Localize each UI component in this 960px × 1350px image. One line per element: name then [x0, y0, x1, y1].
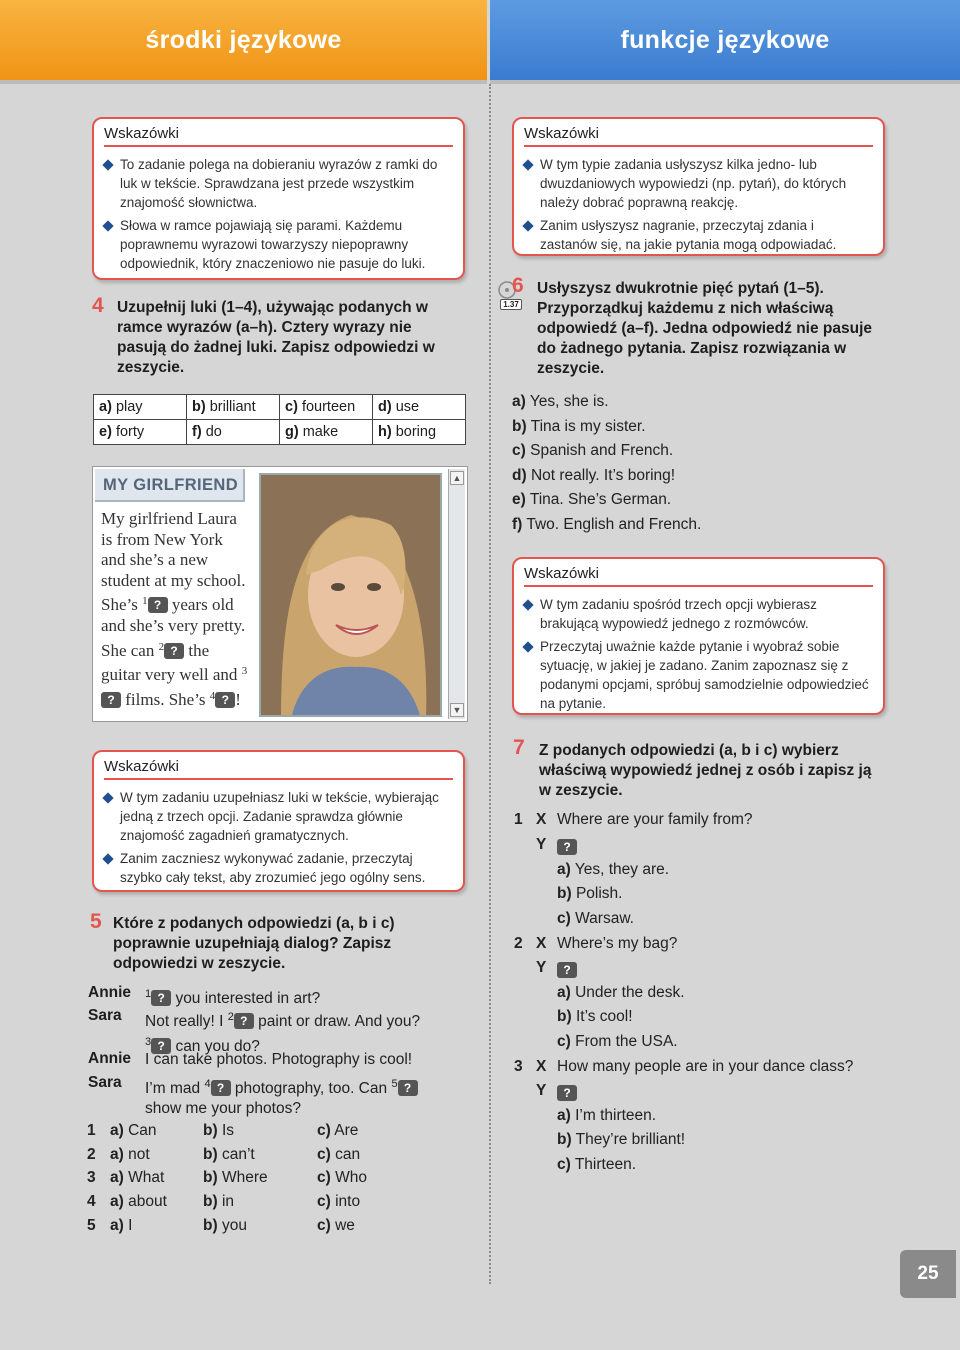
option-item: a) Yes, they are. — [557, 861, 670, 878]
diamond-bullet-icon — [522, 599, 533, 610]
scrollbar[interactable] — [448, 469, 465, 719]
scroll-down-arrow-icon[interactable]: ▼ — [450, 703, 464, 717]
word-option: h) boring — [373, 420, 466, 445]
gap-marker: ? — [148, 597, 168, 613]
gap-text: My girlfriend Laura is from New York and she’s a new student at my school. She’s $^1$ ? years old and she’s very pretty. She can $^2$ ? the guitar very well and $^3$? films. She’s $^4$ ? ! — [101, 509, 248, 709]
gap-marker: ? — [398, 1080, 418, 1096]
dialogue-line: I’m mad $^4$ ? photography, too. Can $^5$ ? show me your photos? — [145, 1074, 465, 1119]
list-item: a) Yes, she is. — [512, 393, 609, 410]
gap-marker: ? — [101, 692, 121, 708]
gap-marker: ? — [557, 839, 577, 855]
word-option: b) brilliant — [187, 395, 280, 420]
tip-title: Wskazówki — [524, 565, 873, 587]
gap-marker: ? — [164, 643, 184, 659]
tip-box — [92, 750, 465, 892]
list-item: f) Two. English and French. — [512, 515, 702, 533]
tip-item: Słowa w ramce pojawiają się parami. Każdemu poprawnemu wyrazowi towarzyszy niepoprawny odpowiednik, który znaczeniowo nie pasuje do luki. — [104, 216, 453, 273]
question-text: Where’s my bag? — [557, 935, 678, 952]
option-item: c) From the USA. — [557, 1033, 678, 1050]
dialogue-line: I can take photos. Photography is cool! — [145, 1051, 413, 1068]
section-tab-label: środki językowe — [145, 25, 342, 54]
tip-box — [512, 117, 885, 256]
speaker-name: Annie — [88, 1050, 132, 1067]
exercise-number: 6 — [512, 274, 524, 297]
option-item: b) Polish. — [557, 885, 623, 902]
diamond-bullet-icon — [522, 220, 533, 231]
tip-item: Zanim zaczniesz wykonywać zadanie, przeczytaj szybko cały tekst, aby zrozumieć jego ogólny sens. — [104, 849, 453, 887]
word-option: e) forty — [94, 420, 187, 445]
tab-shadow — [0, 80, 487, 84]
word-box — [93, 394, 466, 445]
option-item: b) It’s cool! — [557, 1008, 633, 1025]
section-tab-language-functions[interactable] — [490, 0, 960, 80]
word-option: a) play — [94, 395, 187, 420]
tip-item: W tym zadaniu spośród trzech opcji wybierasz brakującą wypowiedź jednego z rozmówców. — [524, 595, 873, 633]
tip-box — [512, 557, 885, 715]
word-option: g) make — [280, 420, 373, 445]
exercise-7-items: 1 X Where are your family from? Y ? a) Yes, they are. b) Polish. c) Warsaw. 2 X Where’s my bag? Y ? a) Under the desk. b) It’s cool! c) From the USA. 3 X How many people are in your dance class? Y ? a) I’m thirteen. b) They’re brilliant! c) Thirteen. — [514, 811, 854, 1173]
diamond-bullet-icon — [522, 641, 533, 652]
column-divider — [489, 84, 491, 1284]
girl-photo — [259, 473, 442, 717]
gap-marker: ? — [151, 990, 171, 1006]
gap-marker: ? — [215, 692, 235, 708]
exercise-number: 5 — [90, 910, 102, 933]
word-option: f) do — [187, 420, 280, 445]
section-tab-language-means[interactable] — [0, 0, 487, 80]
speaker-name: Sara — [88, 1074, 122, 1091]
tip-title: Wskazówki — [524, 125, 873, 147]
exercise-number: 7 — [513, 736, 525, 759]
girlfriend-text-window — [92, 466, 468, 722]
dialogue-line: $^1$ ? you interested in art? — [145, 988, 321, 1007]
option-item: b) They’re brilliant! — [557, 1131, 686, 1148]
gap-marker: ? — [211, 1080, 231, 1096]
tip-box — [92, 117, 465, 280]
exercise-instruction: Uzupełnij luki (1–4), używając podanych w ramce wyrazów (a–h). Cztery wyrazy nie pasują do żadnej luki. Zapisz odpowiedzi w zeszycie. — [117, 299, 435, 376]
diamond-bullet-icon — [522, 159, 533, 170]
exercise-instruction: Z podanych odpowiedzi (a, b i c) wybierz właściwą wypowiedź jednej z osób i zapisz ją w zeszycie. — [539, 742, 872, 799]
diamond-bullet-icon — [102, 159, 113, 170]
exercise-instruction: Usłyszysz dwukrotnie pięć pytań (1–5). Przyporządkuj każdemu z nich właściwą odpowiedź (a–f). Jedna odpowiedź nie pasuje do żadnego pytania. Zapisz rozwiązania w zeszycie. — [537, 280, 873, 377]
tip-title: Wskazówki — [104, 758, 453, 780]
list-item: d) Not really. It’s boring! — [512, 466, 676, 484]
option-item: a) Under the desk. — [557, 984, 685, 1001]
list-item: b) Tina is my sister. — [512, 417, 646, 435]
exercise-number: 4 — [92, 294, 104, 317]
section-tab-label: funkcje językowe — [620, 25, 830, 54]
scroll-up-arrow-icon[interactable]: ▲ — [450, 471, 464, 485]
tip-item: W tym typie zadania usłyszysz kilka jedno- lub dwuzdaniowych wypowiedzi (np. pytań), do których należy dobrać poprawną reakcję. — [524, 155, 873, 212]
tip-title: Wskazówki — [104, 125, 453, 147]
gap-marker: ? — [234, 1013, 254, 1029]
tab-shadow — [490, 80, 960, 84]
option-item: c) Thirteen. — [557, 1156, 636, 1173]
speaker-name: Annie — [88, 984, 132, 1001]
gap-marker: ? — [557, 962, 577, 978]
tip-item: Przeczytaj uważnie każde pytanie i wyobraź sobie sytuację, w jakiej je zadano. Zanim zapoznasz się z podanymi opcjami, spróbuj samodzielnie odpowiedzieć na pytanie. — [524, 637, 873, 713]
gap-marker: ? — [151, 1038, 171, 1054]
window-title: MY GIRLFRIEND — [95, 469, 245, 502]
dialogue-line: Not really! I $^2$ ? paint or draw. And you? $^3$ ? can you do? — [145, 1011, 421, 1055]
list-item: c) Spanish and French. — [512, 442, 674, 459]
diamond-bullet-icon — [102, 853, 113, 864]
option-item: a) I’m thirteen. — [557, 1107, 657, 1124]
diamond-bullet-icon — [102, 792, 113, 803]
audio-track-number: 1.37 — [500, 299, 522, 310]
option-item: c) Warsaw. — [557, 910, 634, 927]
tip-item: To zadanie polega na dobieraniu wyrazów z ramki do luk w tekście. Sprawdzana jest przede wszystkim znajomość słownictwa. — [104, 155, 453, 212]
list-item: e) Tina. She’s German. — [512, 491, 672, 508]
tip-item: Zanim usłyszysz nagranie, przeczytaj zdania i zastanów się, na jakie pytania mogą odpowiadać. — [524, 216, 873, 254]
gap-marker: ? — [557, 1085, 577, 1101]
diamond-bullet-icon — [102, 220, 113, 231]
exercise-instruction: Które z podanych odpowiedzi (a, b i c) poprawnie uzupełniają dialog? Zapisz odpowiedzi w zeszycie. — [113, 915, 395, 972]
question-text: How many people are in your dance class? — [557, 1058, 854, 1075]
word-option: c) fourteen — [280, 395, 373, 420]
answer-list — [512, 390, 872, 537]
question-text: Where are your family from? — [557, 811, 753, 828]
page-number: 25 — [900, 1250, 956, 1298]
word-option: d) use — [373, 395, 466, 420]
tip-item: W tym zadaniu uzupełniasz luki w tekście, wybierając jedną z trzech opcji. Zadanie sprawdza głównie znajomość zagadnień gramatycznych. — [104, 788, 453, 845]
speaker-name: Sara — [88, 1007, 122, 1024]
